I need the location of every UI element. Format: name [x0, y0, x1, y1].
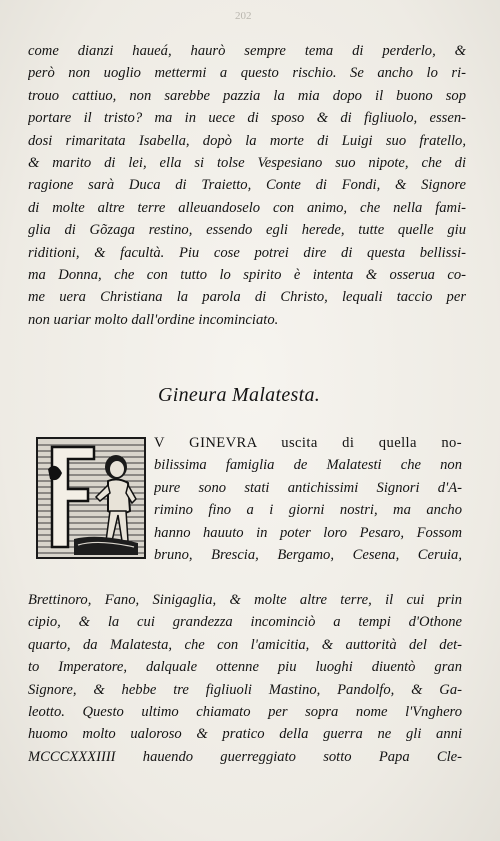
- text-line: cipio, & la cui grandezza incominciò a tempi d'Othone: [28, 614, 462, 631]
- bottom-paragraph: [28, 589, 462, 768]
- text-line: pure sono stati antichissimi Signori d'A-: [154, 479, 462, 496]
- drop-cap-paragraph: [154, 432, 462, 566]
- text-line: to Imperatore, dalquale ottenne piu luoghi diuentò gran: [28, 659, 462, 676]
- section-heading: Gineura Malatesta.: [158, 384, 321, 406]
- text-line: rimino fino a i giorni nostri, ma ancho: [154, 502, 462, 519]
- text-line: huomo molto ualoroso & pratico della guerra ne gli anni: [28, 726, 462, 743]
- top-paragraph: [28, 40, 466, 331]
- text-line: MCCCXXXIIII hauendo guerreggiato sotto Papa Cle-: [28, 748, 462, 765]
- page-number: 202: [235, 10, 252, 22]
- text-line: Brettinoro, Fano, Sinigaglia, & molte altre terre, il cui prin: [28, 592, 462, 608]
- text-line: ragione sarà Duca di Traietto, Conte di Fondi, & Signore: [28, 177, 466, 194]
- text-line: però non uoglio mettermi a questo rischio. Se ancho lo ri-: [28, 65, 466, 82]
- text-line: Signore, & hebbe tre figliuoli Mastino, Pandolfo, & Ga-: [28, 681, 462, 698]
- text-line: hanno hauuto in poter loro Pesaro, Fossom: [154, 524, 462, 541]
- text-line: bruno, Brescia, Bergamo, Cesena, Ceruia,: [154, 547, 462, 564]
- text-line: non uariar molto dall'ordine incominciato.: [28, 311, 279, 328]
- text-line: trouo cattiuo, non sarebbe pazzia la mia dopo il buono sop: [28, 87, 466, 104]
- text-line: ma Donna, che con tutto lo spirito è intenta & osserua co-: [28, 267, 466, 284]
- text-line: di molte altre terre alleuandoselo con animo, che nella fami-: [28, 199, 466, 216]
- text-line: riditioni, & facultà. Piu cose potrei dire di questa bellissi-: [28, 244, 466, 261]
- drop-cap-woodcut: [36, 437, 146, 559]
- text-line: portare il tristo? ma in uece di sposo & di figliuolo, essen-: [28, 110, 466, 127]
- woodcut-figure-icon: [38, 439, 144, 557]
- text-line: bilissima famiglia de Malatesti che non: [154, 457, 462, 474]
- text-line: quarto, da Malatesta, che con l'amicitia, & auttorità del det-: [28, 636, 462, 653]
- text-line: & marito di lei, ella si tolse Vespesiano suo nipote, che di: [28, 155, 466, 172]
- text-line: glia di Gõzaga restino, essendo egli herede, tutte quelle giu: [28, 222, 466, 239]
- text-line: dosi rimaritata Isabella, dopò la morte di Luigi suo fratello,: [28, 132, 466, 149]
- text-line: V GINEVRA uscita di quella no-: [154, 435, 462, 451]
- text-line: me uera Christiana la parola di Christo, lequali taccio per: [28, 289, 466, 306]
- text-line: leotto. Questo ultimo chiamato per sopra nome l'Vnghero: [28, 704, 462, 721]
- text-line: come dianzi haueá, haurò sempre tema di perderlo, &: [28, 43, 466, 59]
